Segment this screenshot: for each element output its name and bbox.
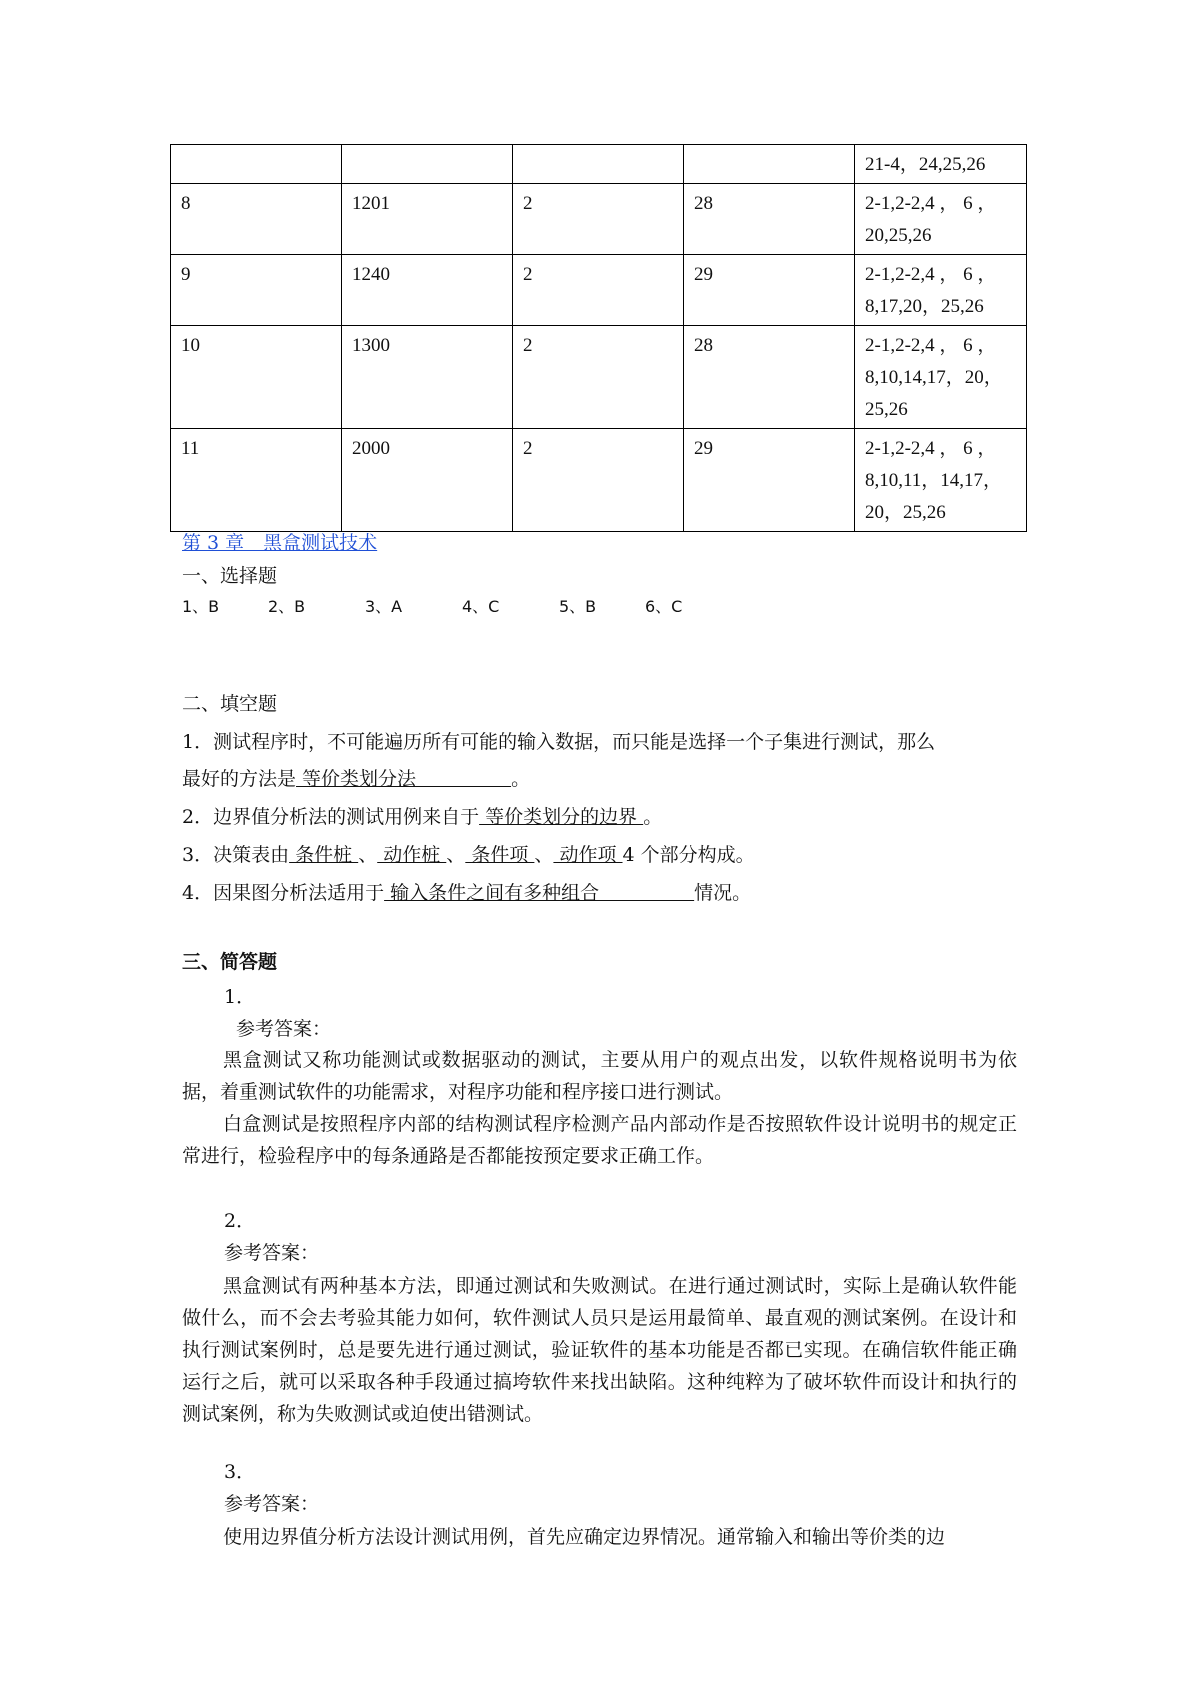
choice-answer: 1、B: [182, 597, 220, 616]
section2-heading: 二、填空题: [182, 693, 278, 715]
fill-q1-line2: [182, 764, 530, 794]
fill-q2: [182, 802, 662, 832]
choice-answer: 4、C: [462, 597, 500, 616]
data-table: [170, 144, 1027, 532]
fill-q3-answer-3: 条件项: [465, 844, 535, 866]
table-row: [171, 184, 1027, 255]
fill-q4-text: 4．因果图分析法适用于: [182, 882, 385, 904]
table-row: [171, 145, 1027, 184]
choice-answer: 6、C: [645, 597, 683, 616]
choice-answer: 2、B: [268, 597, 306, 616]
table-row: [171, 429, 1027, 532]
fill-q4-end: 情况。: [694, 882, 752, 904]
table-cell: 2: [513, 326, 684, 429]
fill-q3-sep: 、: [446, 844, 466, 866]
table-cell: 2-1,2-2,4 ， 6 ， 8,10,14,17，20，25,26: [855, 326, 1027, 429]
table-row: [171, 326, 1027, 429]
table-cell: 1240: [342, 255, 513, 326]
table-cell: 1201: [342, 184, 513, 255]
answer2-paragraph1: 黑盒测试有两种基本方法，即通过测试和失败测试。在进行通过测试时，实际上是确认软件能做什么，而不会去考验其能力如何，软件测试人员只是运用最简单、最直观的测试案例。在设计和执行测试案例时，总是要先进行通过测试，验证软件的基本功能是否都已实现。在确信软件能正确运行之后，就可以采取各种手段通过搞垮软件来找出缺陷。这种纯粹为了破坏软件而设计和执行的测试案例，称为失败测试或迫使出错测试。: [182, 1275, 1017, 1425]
fill-q1-answer: 等价类划分法: [296, 768, 512, 790]
fill-q1-end: 。: [511, 768, 531, 790]
choice-answer: 3、A: [365, 597, 403, 616]
fill-q1-line1: 1．测试程序时，不可能遍历所有可能的输入数据，而只能是选择一个子集进行测试，那么: [182, 731, 936, 753]
fill-q3-end: 4 个部分构成。: [622, 844, 755, 866]
fill-q4: [182, 878, 751, 908]
table-cell: 2-1,2-2,4 ， 6 ， 8,10,11，14,17，20，25,26: [855, 429, 1027, 532]
table-cell: 21-4，24,25,26: [855, 145, 1027, 184]
answer2-number: 2．: [224, 1210, 256, 1232]
table-cell: [342, 145, 513, 184]
table-cell: [684, 145, 855, 184]
choice-answers: [182, 592, 682, 622]
fill-q3-answer-4: 动作项: [553, 844, 623, 866]
answer3-ref-label: 参考答案：: [224, 1493, 320, 1515]
fill-q3-text: 3．决策表由: [182, 844, 290, 866]
answer1-number: 1．: [224, 986, 256, 1008]
table-cell: 11: [171, 429, 342, 532]
answer2-ref-label: 参考答案：: [224, 1242, 320, 1264]
answer1-paragraph1: 黑盒测试又称功能测试或数据驱动的测试，主要从用户的观点出发，以软件规格说明书为依据，着重测试软件的功能需求，对程序功能和程序接口进行测试。: [182, 1049, 1017, 1103]
table-cell: 10: [171, 326, 342, 429]
fill-q2-text: 2．边界值分析法的测试用例来自于: [182, 806, 480, 828]
table-cell: 2-1,2-2,4 ， 6 ， 8,17,20，25,26: [855, 255, 1027, 326]
table-cell: 2: [513, 184, 684, 255]
fill-q3-sep: 、: [358, 844, 378, 866]
section1-heading: 一、选择题: [182, 565, 278, 587]
table-cell: [513, 145, 684, 184]
table-cell: 2-1,2-2,4 ， 6 ， 20,25,26: [855, 184, 1027, 255]
table-cell: 8: [171, 184, 342, 255]
answer1-paragraph2: 白盒测试是按照程序内部的结构测试程序检测产品内部动作是否按照软件设计说明书的规定正常进行，检验程序中的每条通路是否都能按预定要求正确工作。: [182, 1113, 1017, 1167]
fill-q1-text: 最好的方法是: [182, 768, 297, 790]
chapter-title-link[interactable]: 第 3 章 黑盒测试技术: [182, 532, 378, 554]
table-cell: 2: [513, 255, 684, 326]
table-cell: 2: [513, 429, 684, 532]
table-cell: 29: [684, 429, 855, 532]
choice-answer: 5、B: [559, 597, 597, 616]
answer3-paragraph1: 使用边界值分析方法设计测试用例，首先应确定边界情况。通常输入和输出等价类的边: [223, 1526, 946, 1548]
table-cell: 29: [684, 255, 855, 326]
table-cell: [171, 145, 342, 184]
table-row: [171, 255, 1027, 326]
section3-heading: 三、简答题: [182, 951, 278, 973]
table-cell: 1300: [342, 326, 513, 429]
fill-q3: [182, 840, 755, 870]
answer1-ref-label: 参考答案：: [236, 1018, 332, 1040]
answer3-number: 3．: [224, 1461, 256, 1483]
fill-q3-answer-2: 动作桩: [377, 844, 447, 866]
fill-q3-answer-1: 条件桩: [289, 844, 359, 866]
fill-q4-answer: 输入条件之间有多种组合: [384, 882, 695, 904]
table-cell: 28: [684, 326, 855, 429]
fill-q2-end: 。: [643, 806, 663, 828]
table-cell: 9: [171, 255, 342, 326]
fill-q3-sep: 、: [534, 844, 554, 866]
table-cell: 28: [684, 184, 855, 255]
table-cell: 2000: [342, 429, 513, 532]
fill-q2-answer: 等价类划分的边界: [479, 806, 644, 828]
